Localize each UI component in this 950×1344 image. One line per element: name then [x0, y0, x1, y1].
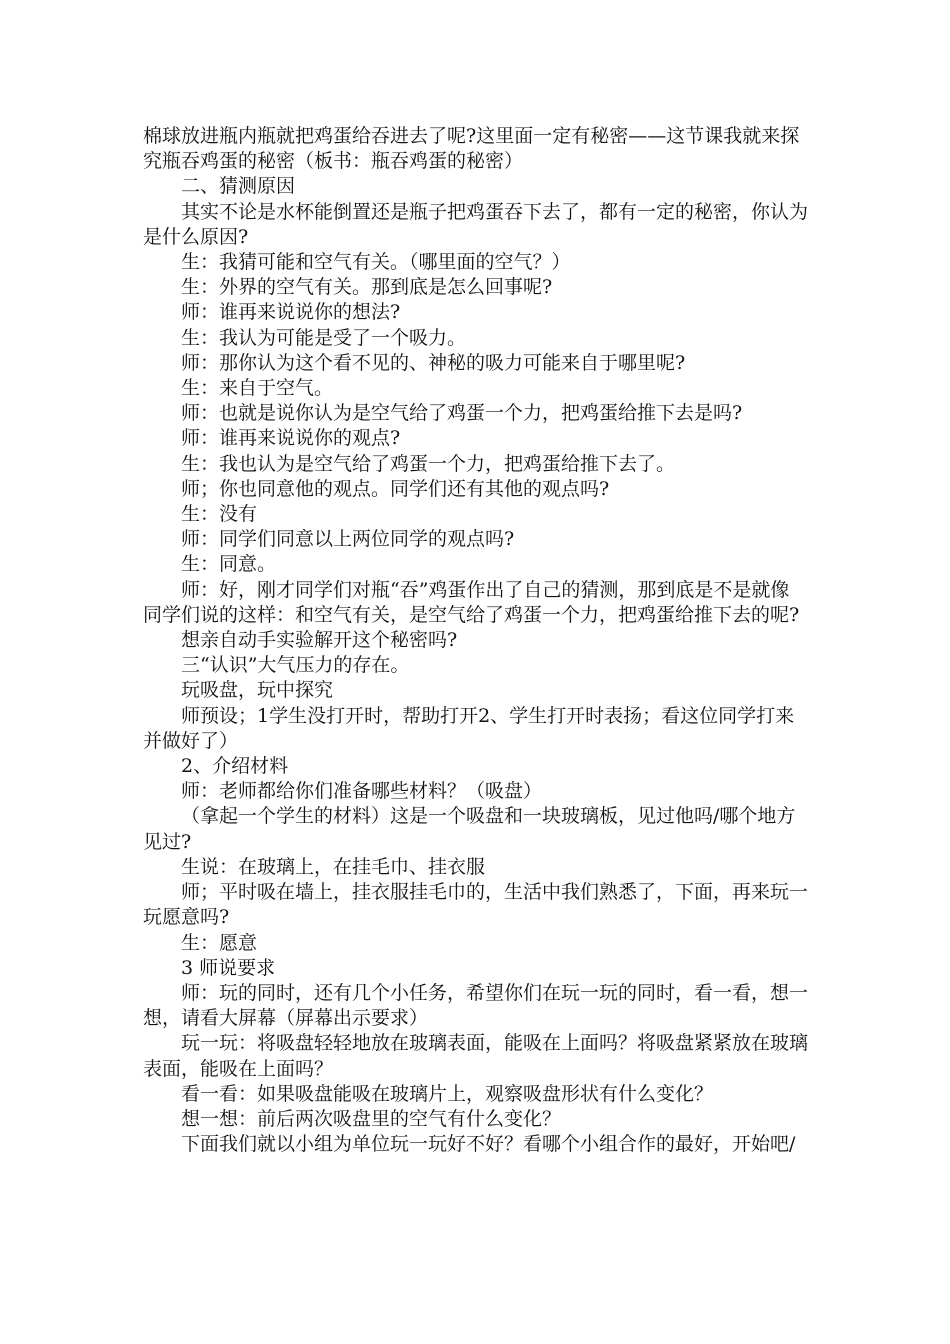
paragraph: 生：外界的空气有关。那到底是怎么回事呢?	[181, 276, 553, 299]
paragraph: 生说：在玻璃上，在挂毛巾、挂衣服	[181, 855, 486, 878]
paragraph: 棉球放进瓶内瓶就把鸡蛋给吞进去了呢?这里面一定有秘密——这节课我就来探究瓶吞鸡蛋的秘密（板书：瓶吞鸡蛋的秘密）	[143, 125, 800, 173]
paragraph: 师：也就是说你认为是空气给了鸡蛋一个力，把鸡蛋给推下去是吗?	[181, 402, 743, 425]
paragraph: （拿起一个学生的材料）这是一个吸盘和一块玻璃板，见过他吗/哪个地方见过?	[143, 805, 796, 853]
paragraph: 师：老师都给你们准备哪些材料？（吸盘）	[181, 780, 543, 803]
paragraph: 生：没有	[181, 503, 258, 526]
paragraph: 生：来自于空气。	[181, 377, 334, 400]
paragraph: 生：同意。	[181, 553, 277, 576]
paragraph: 师：玩的同时，还有几个小任务，希望你们在玩一玩的同时，看一看，想一想，请看大屏幕（屏幕出示要求）	[143, 981, 809, 1030]
paragraph: 玩吸盘，玩中探究	[181, 679, 334, 702]
paragraph: 师：谁再来说说你的观点?	[181, 427, 401, 450]
paragraph: 二、猜测原因	[181, 175, 296, 198]
paragraph: 想一想：前后两次吸盘里的空气有什么变化？	[181, 1107, 562, 1130]
paragraph: 想亲自动手实验解开这个秘密吗?	[181, 629, 458, 652]
paragraph: 其实不论是水杯能倒置还是瓶子把鸡蛋吞下去了，都有一定的秘密，你认为是什么原因?	[143, 200, 809, 248]
paragraph: 师：谁再来说说你的想法?	[181, 301, 401, 324]
paragraph: 师：那你认为这个看不见的、神秘的吸力可能来自于哪里呢?	[181, 351, 686, 374]
paragraph: 三“认识”大气压力的存在。	[181, 654, 410, 677]
paragraph: 师：好，刚才同学们对瓶“吞”鸡蛋作出了自己的猜测，那到底是不是就像同学们说的这样：和空气有关，是空气给了鸡蛋一个力，把鸡蛋给推下去的呢?	[143, 578, 800, 626]
paragraph: 看一看：如果吸盘能吸在玻璃片上，观察吸盘形状有什么变化？	[181, 1082, 714, 1105]
paragraph: 下面我们就以小组为单位玩一玩好不好？看哪个小组合作的最好，开始吧/	[181, 1133, 796, 1156]
paragraph: 生：愿意	[181, 931, 258, 954]
paragraph: 3 师说要求	[181, 956, 276, 979]
paragraph: 玩一玩：将吸盘轻轻地放在玻璃表面，能吸在上面吗？将吸盘紧紧放在玻璃表面，能吸在上面吗？	[143, 1032, 809, 1080]
paragraph: 师；你也同意他的观点。同学们还有其他的观点吗?	[181, 477, 610, 500]
document-body	[143, 124, 808, 1157]
paragraph: 师；平时吸在墙上，挂衣服挂毛巾的，生活中我们熟悉了，下面，再来玩一玩愿意吗?	[143, 881, 809, 929]
paragraph: 师：同学们同意以上两位同学的观点吗?	[181, 528, 515, 551]
paragraph: 生：我猜可能和空气有关。（哪里面的空气？）	[181, 251, 571, 274]
paragraph: 2、介绍材料	[181, 755, 289, 778]
paragraph: 师预设；1学生没打开时，帮助打开2、学生打开时表扬；看这位同学打来并做好了）	[143, 704, 795, 752]
paragraph: 生：我也认为是空气给了鸡蛋一个力，把鸡蛋给推下去了。	[181, 452, 676, 475]
paragraph: 生：我认为可能是受了一个吸力。	[181, 326, 467, 349]
